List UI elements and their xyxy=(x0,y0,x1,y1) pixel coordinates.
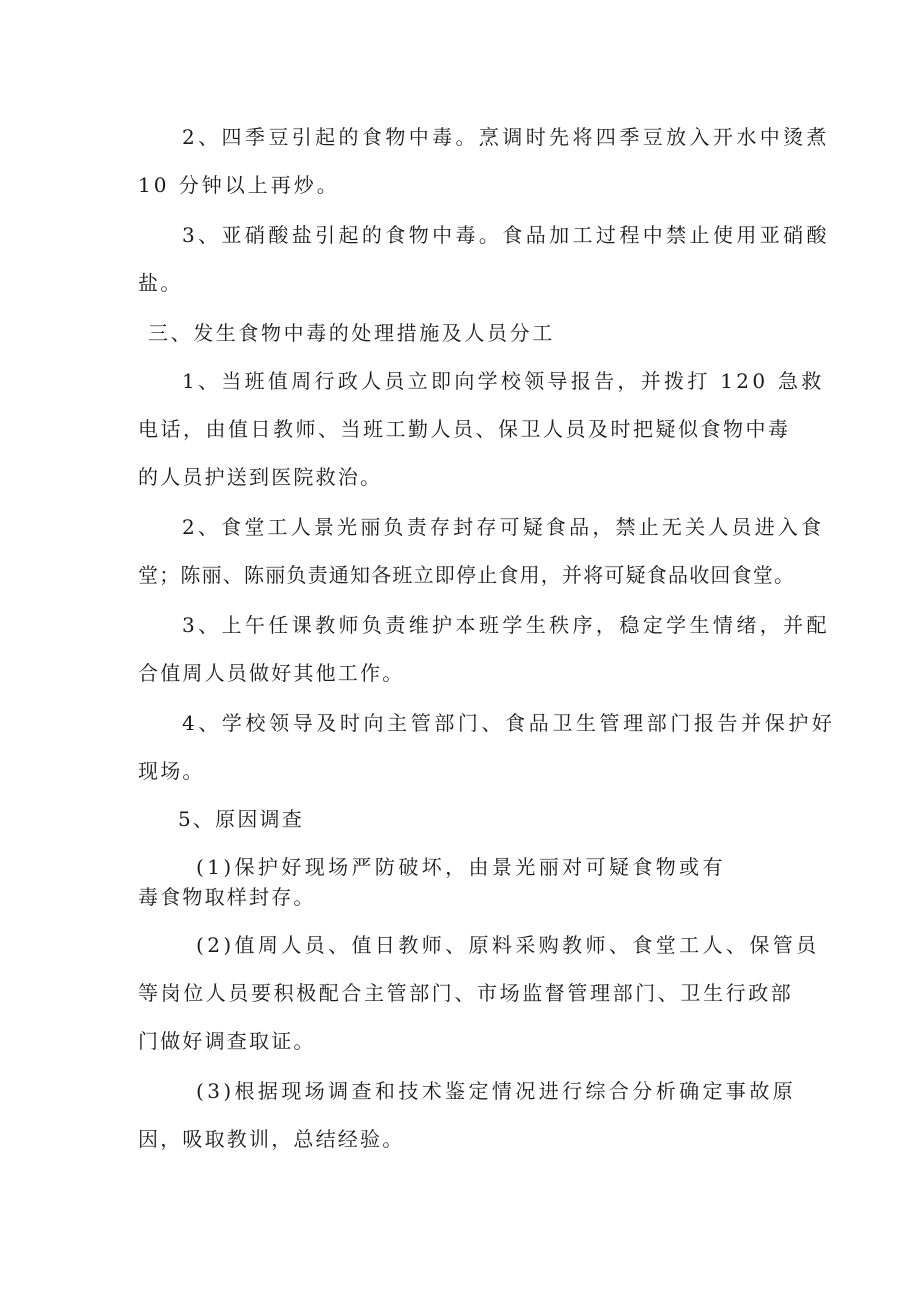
paragraph-line: 堂；陈丽、陈丽负责通知各班立即停止食用，并将可疑食品收回食堂。 xyxy=(138,563,796,587)
paragraph-line: 门做好调查取证。 xyxy=(138,1029,316,1053)
subsection-heading: 5、原因调查 xyxy=(178,807,304,831)
paragraph-line: 3、亚硝酸盐引起的食物中毒。食品加工过程中禁止使用亚硝酸 xyxy=(182,223,830,247)
paragraph-line: 2、四季豆引起的食物中毒。烹调时先将四季豆放入开水中烫煮 xyxy=(182,125,830,149)
paragraph-line: 毒食物取样封存。 xyxy=(138,885,316,909)
paragraph-line: (3)根据现场调查和技术鉴定情况进行综合分析确定事故原 xyxy=(196,1079,797,1103)
paragraph-line: 等岗位人员要积极配合主管部门、市场监督管理部门、卫生行政部 xyxy=(138,981,794,1005)
paragraph-line: 3、上午任课教师负责维护本班学生秩序，稳定学生情绪，并配 xyxy=(182,613,830,637)
paragraph-line: 4、学校领导及时向主管部门、食品卫生管理部门报告并保护好 xyxy=(182,711,836,735)
paragraph-line: 电话，由值日教师、当班工勤人员、保卫人员及时把疑似食物中毒 xyxy=(138,417,791,441)
paragraph-line: (1)保护好现场严防破坏，由景光丽对可疑食物或有 xyxy=(196,855,726,879)
paragraph-line: 1、当班值周行政人员立即向学校领导报告，并拨打 120 急救 xyxy=(182,369,825,393)
section-heading: 三、发生食物中毒的处理措施及人员分工 xyxy=(148,321,555,345)
paragraph-line: 盐。 xyxy=(138,271,183,295)
paragraph-line: 现场。 xyxy=(138,759,205,783)
paragraph-line: 的人员护送到医院救治。 xyxy=(138,465,383,489)
paragraph-line: 合值周人员做好其他工作。 xyxy=(138,661,405,685)
paragraph-line: 因，吸取教训，总结经验。 xyxy=(138,1127,405,1151)
paragraph-line: (2)值周人员、值日教师、原料采购教师、食堂工人、保管员 xyxy=(196,933,820,957)
paragraph-line: 10 分钟以上再炒。 xyxy=(138,173,340,197)
paragraph-line: 2、食堂工人景光丽负责存封存可疑食品，禁止无关人员进入食 xyxy=(182,515,825,539)
